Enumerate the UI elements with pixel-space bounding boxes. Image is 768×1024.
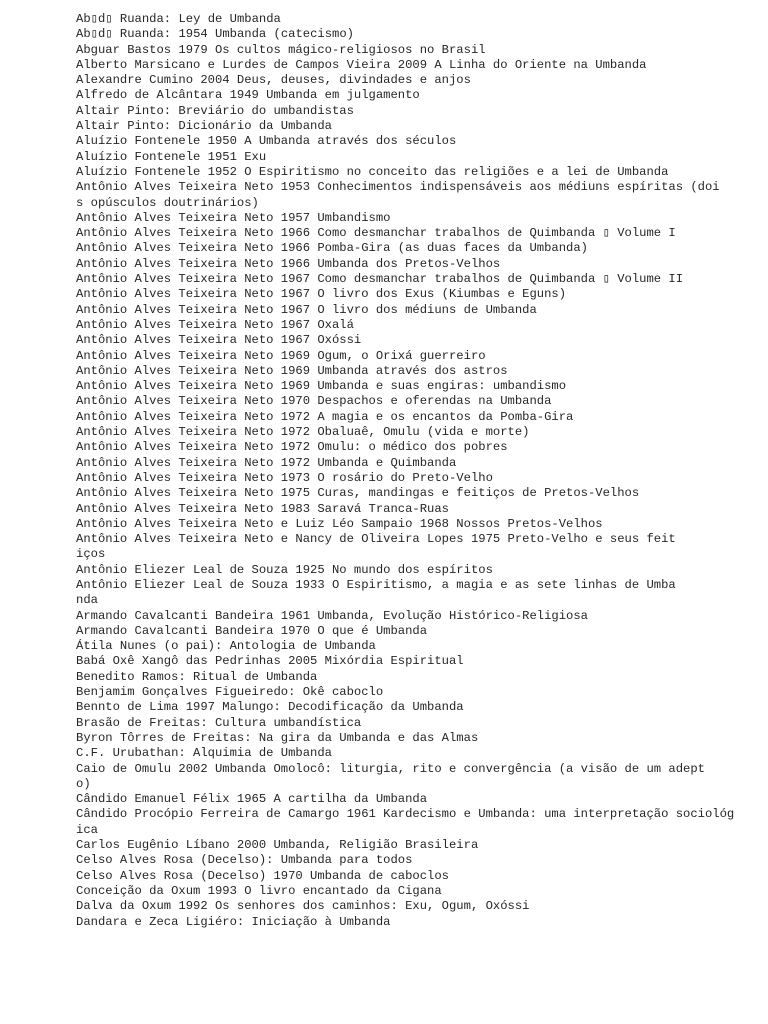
bibliography-line: Byron Tôrres de Freitas: Na gira da Umbanda e das Almas [76, 730, 479, 745]
bibliography-line: Antônio Alves Teixeira Neto 1969 Ogum, o Orixá guerreiro [76, 348, 486, 363]
bibliography-line: Celso Alves Rosa (Decelso) 1970 Umbanda de caboclos [76, 868, 449, 883]
bibliography-line: Antônio Alves Teixeira Neto 1983 Saravá Tranca-Ruas [76, 501, 449, 516]
bibliography-line: Carlos Eugênio Líbano 2000 Umbanda, Religião Brasileira [76, 838, 479, 853]
bibliography-line: Babá Oxê Xangô das Pedrinhas 2005 Mixórdia Espiritual [76, 654, 464, 669]
bibliography-line: Armando Cavalcanti Bandeira 1961 Umbanda, Evolução Histórico-Religiosa [76, 608, 588, 623]
bibliography-line: Dandara e Zeca Ligiéro: Iniciação à Umbanda [76, 914, 391, 929]
bibliography-line: Antônio Alves Teixeira Neto e Nancy de Oliveira Lopes 1975 Preto-Velho e seus feit [76, 532, 676, 547]
bibliography-list [76, 12, 756, 930]
bibliography-line: Antônio Alves Teixeira Neto 1972 Umbanda e Quimbanda [76, 455, 457, 470]
bibliography-line: Bennto de Lima 1997 Malungo: Decodificação da Umbanda [76, 700, 464, 715]
bibliography-line: Antônio Alves Teixeira Neto 1967 Como desmanchar trabalhos de Quimbanda ▯ Volume II [76, 272, 684, 287]
bibliography-line: Dalva da Oxum 1992 Os senhores dos caminhos: Exu, Ogum, Oxóssi [76, 899, 530, 914]
bibliography-line: Antônio Alves Teixeira Neto 1967 O livro dos Exus (Kiumbas e Eguns) [76, 287, 567, 302]
bibliography-line: Caio de Omulu 2002 Umbanda Omolocô: liturgia, rito e convergência (a visão de um adept [76, 761, 705, 776]
bibliography-line: Armando Cavalcanti Bandeira 1970 O que é Umbanda [76, 623, 428, 638]
bibliography-line: Antônio Alves Teixeira Neto 1972 Omulu: o médico dos pobres [76, 440, 508, 455]
bibliography-line: Alberto Marsicano e Lurdes de Campos Vieira 2009 A Linha do Oriente na Umbanda [76, 57, 647, 72]
bibliography-line: Antônio Alves Teixeira Neto 1972 Obaluaê, Omulu (vida e morte) [76, 425, 530, 440]
bibliography-line: Aluízio Fontenele 1951 Exu [76, 149, 267, 164]
bibliography-line: Benjamim Gonçalves Figueiredo: Okê caboclo [76, 685, 384, 700]
bibliography-line: Abguar Bastos 1979 Os cultos mágico-religiosos no Brasil [76, 42, 486, 57]
bibliography-line: Antônio Alves Teixeira Neto 1966 Como desmanchar trabalhos de Quimbanda ▯ Volume I [76, 226, 676, 241]
bibliography-line: Antônio Alves Teixeira Neto 1969 Umbanda e suas engiras: umbandismo [76, 379, 567, 394]
bibliography-line: ica [76, 822, 98, 837]
bibliography-line: Benedito Ramos: Ritual de Umbanda [76, 669, 318, 684]
bibliography-line: Alexandre Cumino 2004 Deus, deuses, divindades e anjos [76, 73, 471, 88]
bibliography-line: Aluízio Fontenele 1950 A Umbanda através dos séculos [76, 134, 457, 149]
bibliography-line: C.F. Urubathan: Alquimia de Umbanda [76, 746, 332, 761]
bibliography-line: Antônio Alves Teixeira Neto 1967 O livro dos médiuns de Umbanda [76, 302, 537, 317]
bibliography-line: o) [76, 776, 91, 791]
bibliography-line: Antônio Alves Teixeira Neto 1966 Umbanda dos Pretos-Velhos [76, 256, 501, 271]
bibliography-line: Antônio Eliezer Leal de Souza 1925 No mundo dos espíritos [76, 562, 493, 577]
bibliography-line: s opúsculos doutrinários) [76, 195, 259, 210]
bibliography-line: Alfredo de Alcântara 1949 Umbanda em julgamento [76, 88, 420, 103]
bibliography-line: Ab▯d▯ Ruanda: Ley de Umbanda [76, 12, 281, 26]
bibliography-line: Conceição da Oxum 1993 O livro encantado da Cigana [76, 883, 442, 898]
bibliography-line: Antônio Alves Teixeira Neto 1975 Curas, mandingas e feitiços de Pretos-Velhos [76, 486, 640, 501]
bibliography-line: Antônio Alves Teixeira Neto 1969 Umbanda através dos astros [76, 363, 508, 378]
bibliography-line: Altair Pinto: Dicionário da Umbanda [76, 119, 332, 134]
bibliography-line: Antônio Alves Teixeira Neto 1953 Conhecimentos indispensáveis aos médiuns espíritas (doi [76, 180, 720, 195]
bibliography-line: Antônio Alves Teixeira Neto 1970 Despachos e oferendas na Umbanda [76, 394, 552, 409]
bibliography-line: Aluízio Fontenele 1952 O Espiritismo no conceito das religiões e a lei de Umbanda [76, 164, 669, 179]
bibliography-line: Antônio Alves Teixeira Neto 1966 Pomba-Gira (as duas faces da Umbanda) [76, 241, 588, 256]
bibliography-line: iços [76, 547, 106, 562]
bibliography-line: Cândido Emanuel Félix 1965 A cartilha da Umbanda [76, 792, 428, 807]
bibliography-line: Brasão de Freitas: Cultura umbandística [76, 715, 362, 730]
bibliography-line: Celso Alves Rosa (Decelso): Umbanda para todos [76, 853, 413, 868]
bibliography-line: Altair Pinto: Breviário do umbandistas [76, 103, 354, 118]
bibliography-line: Antônio Alves Teixeira Neto 1967 Oxóssi [76, 333, 362, 348]
bibliography-line: Ab▯d▯ Ruanda: 1954 Umbanda (catecismo) [76, 27, 354, 42]
bibliography-line: Antônio Alves Teixeira Neto 1967 Oxalá [76, 317, 354, 332]
bibliography-line: nda [76, 593, 98, 608]
bibliography-line: Antônio Alves Teixeira Neto 1957 Umbandismo [76, 210, 391, 225]
bibliography-line: Antônio Alves Teixeira Neto e Luiz Léo Sampaio 1968 Nossos Pretos-Velhos [76, 516, 603, 531]
bibliography-line: Cândido Procópio Ferreira de Camargo 1961 Kardecismo e Umbanda: uma interpretação sociológ [76, 807, 735, 822]
bibliography-line: Antônio Eliezer Leal de Souza 1933 O Espiritismo, a magia e as sete linhas de Umba [76, 577, 676, 592]
bibliography-line: Antônio Alves Teixeira Neto 1972 A magia e os encantos da Pomba-Gira [76, 409, 574, 424]
bibliography-line: Antônio Alves Teixeira Neto 1973 O rosário do Preto-Velho [76, 470, 493, 485]
bibliography-line: Átila Nunes (o pai): Antologia de Umbanda [76, 639, 376, 654]
